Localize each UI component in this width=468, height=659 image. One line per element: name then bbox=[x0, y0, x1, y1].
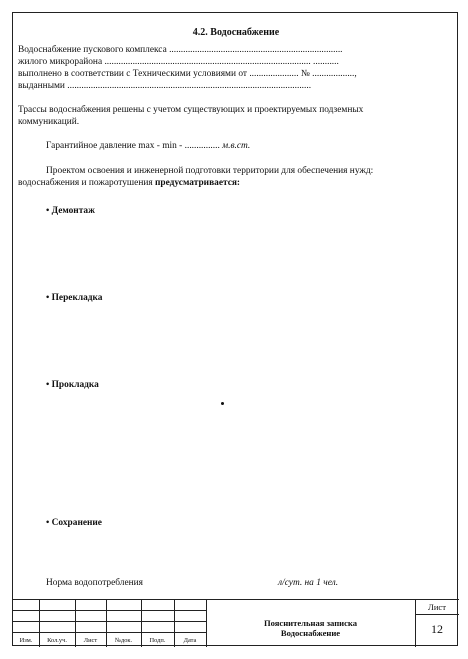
line-complex: Водоснабжение пускового комплекса .......................................................................... bbox=[18, 45, 343, 55]
line-microdistrict: жилого микрорайона ........................................................................................ ........... bbox=[18, 57, 339, 67]
item-preservation: • Сохранение bbox=[46, 518, 102, 528]
line-issued: выданными ........................................................................................................ bbox=[18, 81, 312, 91]
stamp-header-change: Изм. bbox=[19, 637, 33, 644]
item-dismantling: • Демонтаж bbox=[46, 206, 95, 216]
pressure-line bbox=[46, 141, 250, 152]
paragraph-routes-1: Трассы водоснабжения решены с учетом существующих и проектируемых подземных bbox=[18, 105, 364, 115]
stamp-header-signature: Подп. bbox=[149, 637, 166, 644]
paragraph-project-text: водоснабжения и пожаротушения bbox=[18, 178, 156, 188]
item-relaying: • Перекладка bbox=[46, 293, 103, 303]
sheet-label: Лист bbox=[428, 602, 446, 612]
page-frame bbox=[12, 12, 458, 646]
item-laying: • Прокладка bbox=[46, 380, 99, 390]
paragraph-project-2 bbox=[18, 178, 240, 189]
stamp-header-date: Дата bbox=[183, 637, 197, 644]
pressure-label: Гарантийное давление max - min - bbox=[46, 141, 185, 151]
stamp-header-count: Кол.уч. bbox=[47, 637, 67, 644]
stamp-header-sheet: Лист bbox=[83, 637, 98, 644]
paragraph-project-1: Проектом освоения и инженерной подготовки территории для обеспечения нужд: bbox=[46, 166, 374, 176]
line-conditions: выполнено в соответствии с Техническими условиями от ..................... № .................., bbox=[18, 69, 357, 79]
paragraph-project-bold: предусматривается: bbox=[155, 178, 241, 188]
stamp-header-docnum: №док. bbox=[114, 637, 133, 644]
consumption-norm-label: Норма водопотребления bbox=[46, 578, 143, 588]
consumption-norm-unit: л/сут. на 1 чел. bbox=[278, 578, 339, 588]
doc-title-line-1: Пояснительная записка bbox=[263, 618, 358, 628]
section-title: 4.2. Водоснабжение bbox=[192, 27, 280, 38]
stray-dot bbox=[221, 402, 224, 405]
title-block bbox=[13, 599, 459, 647]
pressure-unit: м.в.ст. bbox=[222, 141, 251, 151]
sheet-number: 12 bbox=[431, 622, 443, 636]
paragraph-routes-2: коммуникаций. bbox=[18, 117, 80, 127]
doc-title-line-2: Водоснабжение bbox=[280, 628, 341, 638]
pressure-dots: ............... bbox=[184, 141, 220, 151]
